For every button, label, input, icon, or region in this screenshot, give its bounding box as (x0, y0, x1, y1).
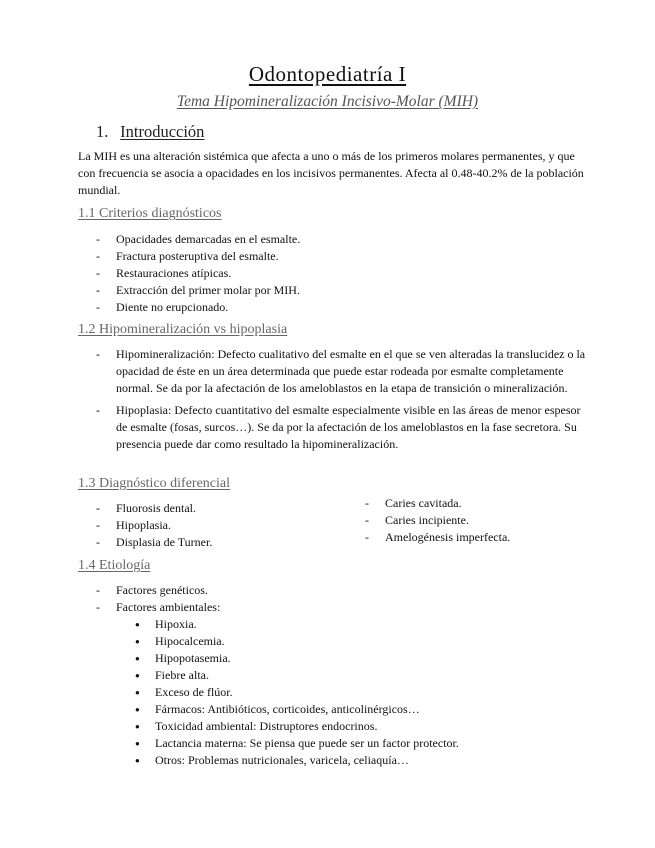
list-item: - Displasia de Turner. (96, 534, 326, 551)
criterios-list (96, 231, 596, 316)
diferencial-list-right (365, 495, 595, 546)
list-item: ● Fiebre alta. (135, 667, 605, 684)
heading-diferencial: 1.3 Diagnóstico diferencial (78, 476, 231, 491)
list-item: ● Exceso de flúor. (135, 684, 605, 701)
document-subtitle: Tema Hipomineralización Incisivo-Molar (MIH) (176, 93, 479, 110)
list-item: - Factores genéticos. (96, 582, 586, 599)
list-item: - Factores ambientales: (96, 599, 586, 616)
list-item: ● Lactancia materna: Se piensa que puede ser un factor protector. (135, 735, 605, 752)
list-item: ● Hipopotasemia. (135, 650, 605, 667)
document-title: Odontopediatría I (248, 62, 407, 86)
list-item: ● Fármacos: Antibióticos, corticoides, anticolinérgicos… (135, 701, 605, 718)
section-number: 1. (96, 122, 109, 141)
etiologia-list (96, 582, 586, 616)
list-item: ● Hipocalcemia. (135, 633, 605, 650)
list-item: - Fractura posteruptiva del esmalte. (96, 248, 596, 265)
diferencial-list-left (96, 500, 326, 551)
list-item: - Amelogénesis imperfecta. (365, 529, 595, 546)
hipo-list (96, 346, 586, 453)
etiologia-sublist (135, 616, 605, 769)
list-item: - Caries cavitada. (365, 495, 595, 512)
list-item: - Opacidades demarcadas en el esmalte. (96, 231, 596, 248)
heading-etiologia: 1.4 Etiología (78, 558, 151, 573)
list-item: - Diente no erupcionado. (96, 299, 596, 316)
list-item: ● Otros: Problemas nutricionales, varicela, celiaquía… (135, 752, 605, 769)
intro-paragraph: La MIH es una alteración sistémica que afecta a uno o más de los primeros molares permanentes, y que con frecuencia se asocia a opacidades en los incisivos permanentes. Afecta al 0.48-40.2% de la población mundial. (78, 149, 584, 197)
list-item: - Hipomineralización: Defecto cualitativo del esmalte en el que se ven alteradas la translucidez o la opacidad de éste en un área determinada que puede estar rodeada por esmalte completamente normal. Se da por la afectación de los ameloblastos en la etapa de transición o mineralización. (96, 346, 586, 397)
section-title: Introducción (120, 122, 205, 141)
list-item: - Restauraciones atípicas. (96, 265, 596, 282)
section-heading-introduccion (96, 122, 204, 142)
list-item: - Hipoplasia. (96, 517, 326, 534)
list-item: ● Hipoxia. (135, 616, 605, 633)
list-item: - Caries incipiente. (365, 512, 595, 529)
list-item: - Hipoplasia: Defecto cuantitativo del esmalte especialmente visible en las áreas de menor espesor de esmalte (fosas, surcos…). Se da por la afectación de los ameloblastos en la fase secretora. Su presencia puede dar como resultado la hipomineralización. (96, 402, 586, 453)
list-item: - Fluorosis dental. (96, 500, 326, 517)
list-item: ● Toxicidad ambiental: Distruptores endocrinos. (135, 718, 605, 735)
list-item: - Extracción del primer molar por MIH. (96, 282, 596, 299)
heading-hipomineralizacion: 1.2 Hipomineralización vs hipoplasia (78, 322, 288, 337)
heading-criterios: 1.1 Criterios diagnósticos (78, 206, 222, 221)
